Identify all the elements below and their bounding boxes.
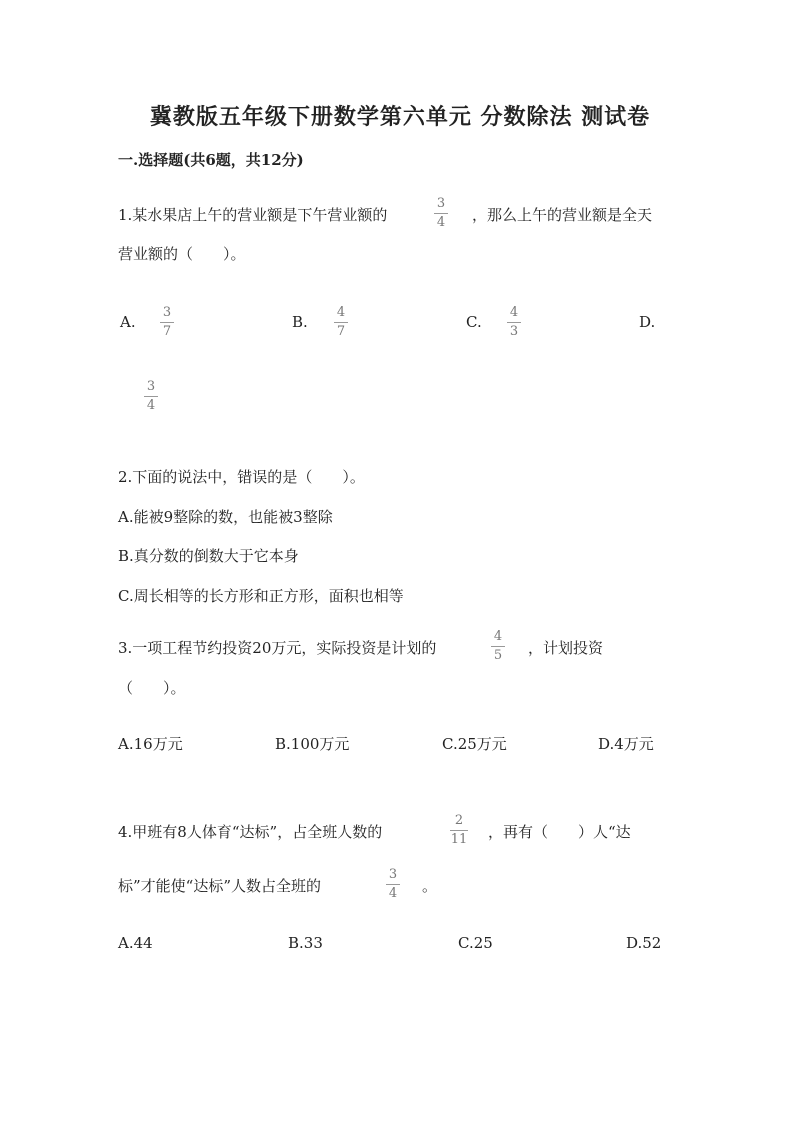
q4-stem-part1: 4.甲班有8人体育“达标”，占全班人数的 <box>118 823 383 841</box>
q3-option-c[interactable]: C.25万元 <box>442 735 507 753</box>
q4-option-a[interactable]: A.44 <box>118 934 153 952</box>
fraction-numerator: 3 <box>388 867 398 882</box>
fraction-numerator: 3 <box>162 305 172 320</box>
q4-stem-part2: ，再有（ ）人“达 <box>488 823 631 841</box>
fraction-bar <box>386 884 400 885</box>
fraction-numerator: 4 <box>493 629 503 644</box>
fraction-numerator: 2 <box>454 813 464 828</box>
fraction-numerator: 3 <box>146 379 156 394</box>
q1-option-b-fraction <box>334 306 348 338</box>
fraction-denominator: 3 <box>509 323 519 339</box>
q3-stem-line2: （ ）。 <box>118 679 186 697</box>
q1-stem-line2: 营业额的（ ）。 <box>118 245 246 263</box>
q1-option-a-label[interactable]: A. <box>120 313 136 331</box>
q2-option-b[interactable]: B.真分数的倒数大于它本身 <box>118 547 299 565</box>
q2-stem: 2.下面的说法中，错误的是（ ）。 <box>118 468 365 486</box>
q1-option-a-fraction <box>160 306 174 338</box>
q4-option-c[interactable]: C.25 <box>458 934 493 952</box>
q1-option-c-label[interactable]: C. <box>466 313 482 331</box>
fraction-bar <box>334 322 348 323</box>
q4-stem-line2-part1: 标”才能使“达标”人数占全班的 <box>118 877 322 895</box>
q4-stem-line2-part2: 。 <box>422 877 438 895</box>
q1-option-b-label[interactable]: B. <box>292 313 308 331</box>
q1-stem-part2: ，那么上午的营业额是全天 <box>472 206 653 224</box>
fraction-bar <box>491 646 505 647</box>
q1-stem-fraction <box>434 197 448 229</box>
fraction-bar <box>507 322 521 323</box>
q4-stem-fraction-2 <box>386 868 400 900</box>
q4-option-d[interactable]: D.52 <box>626 934 662 952</box>
fraction-numerator: 4 <box>336 305 346 320</box>
fraction-denominator: 4 <box>388 885 398 901</box>
q4-option-b[interactable]: B.33 <box>288 934 323 952</box>
fraction-denominator: 7 <box>162 323 172 339</box>
q2-option-a[interactable]: A.能被9整除的数，也能被3整除 <box>118 508 333 526</box>
section-heading: 一.选择题(共6题，共12分) <box>118 151 304 169</box>
fraction-denominator: 11 <box>450 831 468 847</box>
fraction-numerator: 3 <box>436 196 446 211</box>
fraction-bar <box>450 830 468 831</box>
fraction-bar <box>144 396 158 397</box>
fraction-denominator: 5 <box>493 647 503 663</box>
page-title: 冀教版五年级下册数学第六单元 分数除法 测试卷 <box>149 104 651 130</box>
q3-stem-part1: 3.一项工程节约投资20万元，实际投资是计划的 <box>118 639 437 657</box>
fraction-denominator: 4 <box>436 214 446 230</box>
q1-option-d-label[interactable]: D. <box>639 313 656 331</box>
fraction-numerator: 4 <box>509 305 519 320</box>
q3-option-a[interactable]: A.16万元 <box>118 735 183 753</box>
q3-option-b[interactable]: B.100万元 <box>275 735 350 753</box>
fraction-denominator: 7 <box>336 323 346 339</box>
q3-option-d[interactable]: D.4万元 <box>598 735 654 753</box>
q1-option-d-fraction <box>144 380 158 412</box>
q2-option-c[interactable]: C.周长相等的长方形和正方形，面积也相等 <box>118 587 404 605</box>
q3-stem-part2: ，计划投资 <box>528 639 604 657</box>
fraction-denominator: 4 <box>146 397 156 413</box>
fraction-bar <box>160 322 174 323</box>
q1-option-c-fraction <box>507 306 521 338</box>
q3-stem-fraction <box>491 630 505 662</box>
fraction-bar <box>434 213 448 214</box>
q1-stem-part1: 1.某水果店上午的营业额是下午营业额的 <box>118 206 388 224</box>
q4-stem-fraction-1 <box>450 814 468 846</box>
